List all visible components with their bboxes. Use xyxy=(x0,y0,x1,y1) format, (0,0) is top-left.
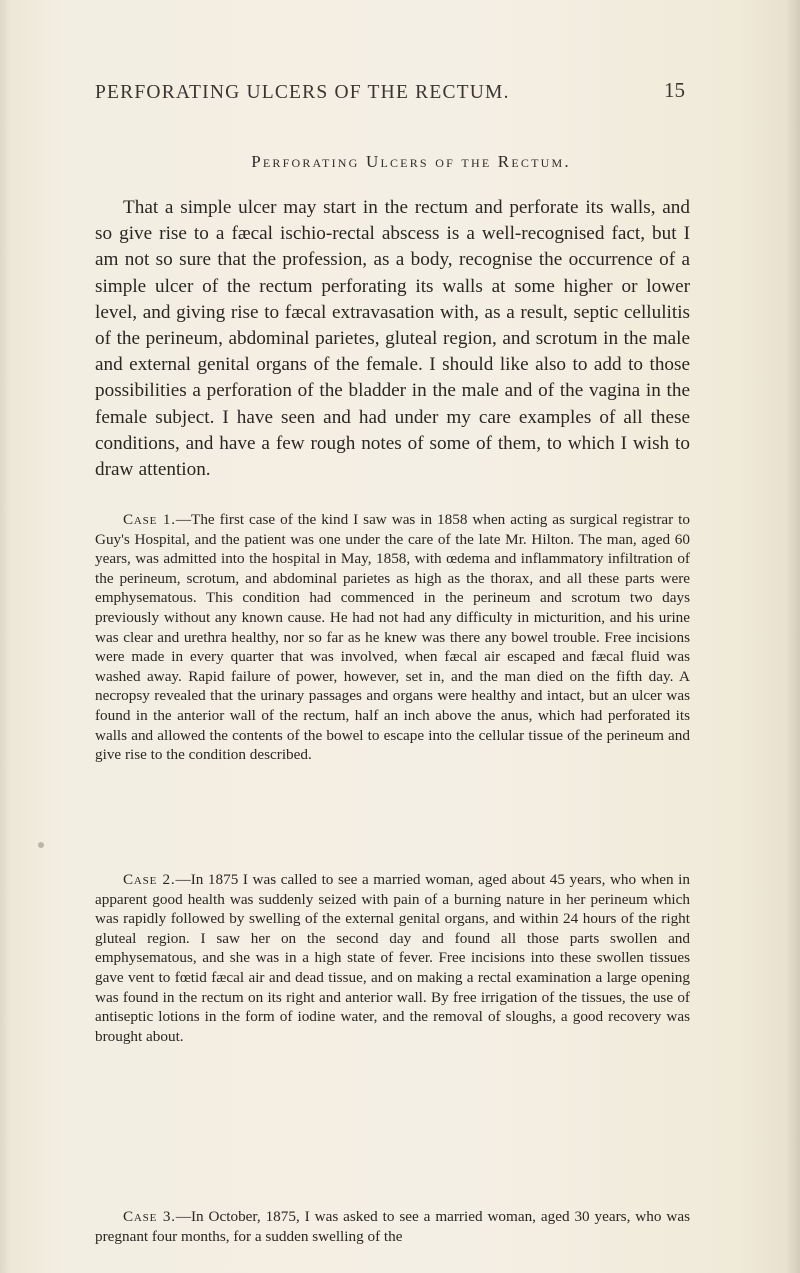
page-number: 15 xyxy=(664,78,685,102)
case-2-text: —In 1875 I was called to see a married woman, aged about 45 years, who when in apparent good health was suddenly seized with pain of a burning nature in her perineum which was rapidly followed by swelling of the external genital organs, and within 24 hours of the right gluteal region. I saw her on the second day and found all those parts swollen and emphysematous, and she was in a high state of fever. Free incisions into these swollen tissues gave vent to fœtid fæcal air and dead tissue, and on making a rectal examination a large opening was found in the rectum on its right and anterior wall. By free irrigation of the tissues, the use of antiseptic lotions in the form of iodine water, and the removal of sloughs, a good recovery was brought about. xyxy=(95,871,690,1045)
case-3-text: —In October, 1875, I was asked to see a married woman, aged 30 years, who was pregnant four months, for a sudden swelling of the xyxy=(95,1208,690,1245)
section-title-wrapper xyxy=(0,152,800,172)
case-1-paragraph xyxy=(95,510,690,765)
case-3-paragraph xyxy=(95,1207,690,1246)
case-1-text: —The first case of the kind I saw was in 1858 when acting as surgical registrar to Guy's Hospital, and the patient was one under the care of the late Mr. Hilton. The man, aged 60 years, was admitted into the hospital in May, 1858, with œdema and inflammatory infiltration of the perineum, scrotum, and abdominal parietes as high as the thorax, and all these parts were emphysematous. This condition had commenced in the perineum and scrotum two days previously without any known cause. He had not had any difficulty in micturition, and his urine was clear and urethra healthy, nor so far as he knew was there any bowel trouble. Free incisions were made in every quarter that was involved, when fæcal air escaped and fæcal fluid was washed away. Rapid failure of power, however, set in, and the man died on the fifth day. A necropsy revealed that the urinary passages and organs were healthy and intact, but an ulcer was found in the anterior wall of the rectum, half an inch above the anus, which had perforated its walls and allowed the contents of the bowel to escape into the cellular tissue of the perineum and give rise to the condition described. xyxy=(95,511,690,764)
page-left-shadow xyxy=(0,0,10,1273)
case-3-label: Case 3. xyxy=(123,1208,176,1225)
intro-paragraph: That a simple ulcer may start in the rectum and perforate its walls, and so give rise to a fæcal ischio-rectal abscess is a well-recognised fact, but I am not so sure that the profession, as a body, recognise the occurrence of a simple ulcer of the rectum perforating its walls at some higher or lower level, and giving rise to fæcal extravasation with, as a result, septic cellulitis of the perineum, abdominal parietes, gluteal region, and scrotum in the male and external genital organs of the female. I should like also to add to those possibilities a perforation of the bladder in the male and of the vagina in the female subject. I have seen and had under my care examples of all these conditions, and have a few rough notes of some of them, to which I wish to draw attention. xyxy=(95,197,690,481)
case-2-label: Case 2. xyxy=(123,871,176,888)
case-2-paragraph xyxy=(95,870,690,1046)
section-title: Perforating Ulcers of the Rectum. xyxy=(251,152,571,171)
ink-smudge xyxy=(38,842,44,848)
running-head-title: PERFORATING ULCERS OF THE RECTUM. xyxy=(95,82,510,103)
running-head xyxy=(95,78,685,108)
case-1-label: Case 1. xyxy=(123,511,176,528)
page-right-shadow xyxy=(786,0,800,1273)
